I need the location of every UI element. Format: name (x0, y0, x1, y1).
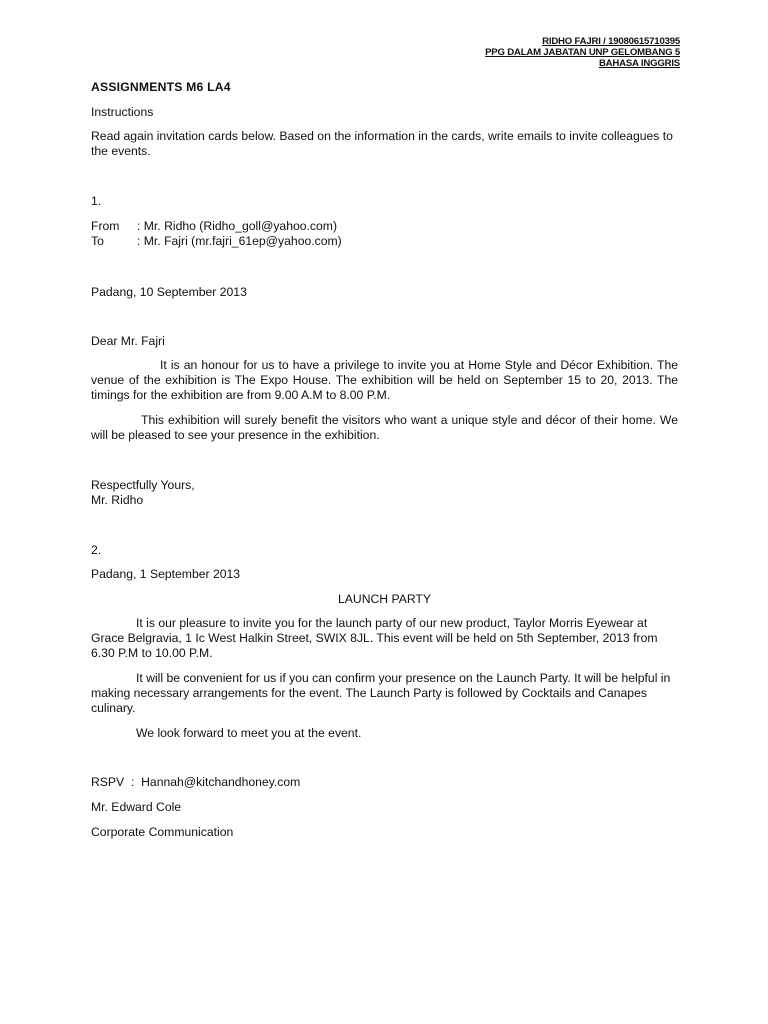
email1-paragraph-2: This exhibition will surely benefit the visitors who want a unique style and décor of their home. We will be pleased to see your presence in the exhibition. (91, 413, 678, 442)
program-line: PPG DALAM JABATAN UNP GELOMBANG 5 (485, 47, 680, 58)
card2-date: Padang, 1 September 2013 (91, 567, 241, 581)
card2-title: LAUNCH PARTY (337, 592, 431, 606)
email1-greeting: Dear Mr. Fajri (91, 334, 165, 348)
to-label: To (91, 234, 104, 248)
card2-paragraph-3: We look forward to meet you at the event. (136, 726, 362, 740)
from-label: From (91, 219, 120, 233)
from-value: : Mr. Ridho (Ridho_goll@yahoo.com) (137, 219, 338, 233)
email1-paragraph-1: It is an honour for us to have a privilege to invite you at Home Style and Décor Exhibition. The venue of the exhibition is The Expo House. The exhibition will be held on September 15 to 20, 2013. The timings for the exhibition are from 9.00 A.M to 8.00 P.M. (91, 358, 678, 402)
instructions-heading: Instructions (91, 105, 154, 119)
instructions-text: Read again invitation cards below. Based on the information in the cards, write emails to invite colleagues to the events. (91, 129, 673, 158)
email1-closing: Respectfully Yours, (91, 478, 195, 492)
card2-number: 2. (91, 543, 102, 557)
email1-to-row (91, 234, 678, 249)
subject-line: BAHASA INGGRIS (598, 58, 680, 69)
email1-signature: Mr. Ridho (91, 493, 144, 507)
card2-sender-name: Mr. Edward Cole (91, 800, 182, 814)
card2-sender-dept: Corporate Communication (91, 825, 234, 839)
email1-from-row (91, 219, 678, 234)
card2-paragraph-2: It will be convenient for us if you can confirm your presence on the Launch Party. It will be helpful in making necessary arrangements for the event. The Launch Party is followed by Cocktails and Canapes culinary. (91, 671, 671, 715)
card2-paragraph-1: It is our pleasure to invite you for the launch party of our new product, Taylor Morris Eyewear at Grace Belgravia, 1 Ic West Halkin Street, SWIX 8JL. This event will be held on 5th September, 2013 from 6.30 P.M to 10.00 P.M. (91, 616, 658, 660)
author-name-id: RIDHO FAJRI / 19080615710395 (542, 36, 680, 47)
to-value: : Mr. Fajri (mr.fajri_61ep@yahoo.com) (137, 234, 342, 248)
author-header (485, 36, 680, 69)
document-title: ASSIGNMENTS M6 LA4 (91, 80, 231, 94)
email1-number: 1. (91, 194, 102, 208)
card2-rsvp: RSPV : Hannah@kitchandhoney.com (91, 775, 301, 789)
email1-date: Padang, 10 September 2013 (91, 285, 247, 299)
